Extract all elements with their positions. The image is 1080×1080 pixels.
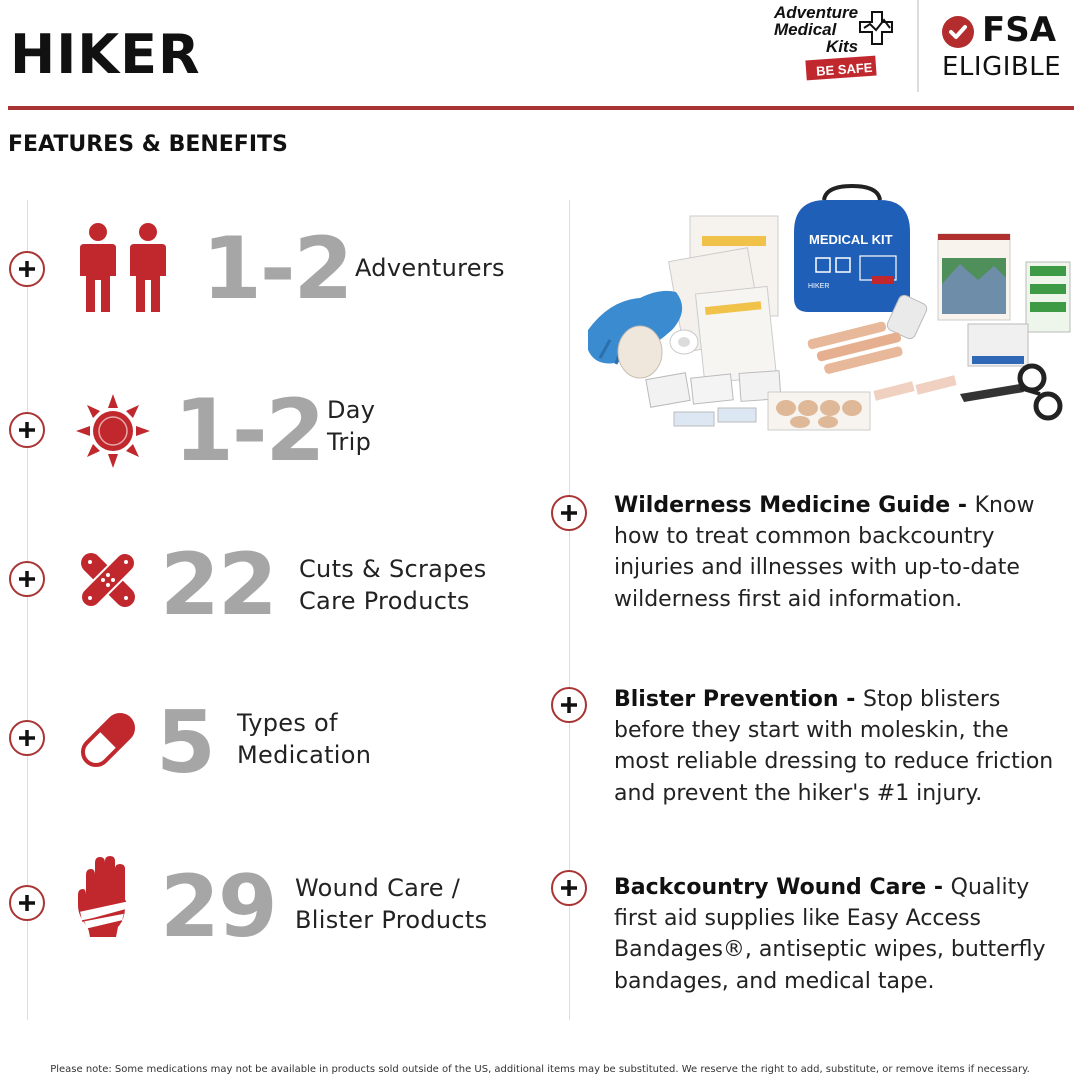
- feature-3-value: 22: [160, 535, 276, 635]
- expand-feature-2-button[interactable]: [9, 412, 45, 448]
- benefit-1-title: Wilderness Medicine Guide -: [614, 493, 975, 518]
- benefit-3-body: Quality first aid supplies like Easy Access Bandages®, antiseptic wipes, butterfly bandages, and medical tape.: [614, 875, 1046, 994]
- feature-2-label: Day Trip: [327, 396, 376, 456]
- benefit-3-text: [614, 872, 1064, 997]
- section-title: FEATURES & BENEFITS: [8, 132, 288, 157]
- benefit-1-text: [614, 490, 1064, 615]
- feature-1-value: 1-2: [202, 219, 352, 319]
- medical-kit-product-image: [580, 180, 1075, 445]
- benefit-2-body: Stop blisters before they start with moleskin, the most reliable dressing to reduce friction and prevent the hiker's #1 injury.: [614, 687, 1054, 806]
- feature-4-label: Types of Medication: [237, 709, 372, 769]
- svg-text:Adventure: Adventure: [774, 3, 859, 22]
- expand-feature-4-button[interactable]: [9, 720, 45, 756]
- people-icon: [76, 222, 174, 318]
- bandage-icon: [76, 548, 140, 616]
- svg-text:Medical: Medical: [774, 20, 837, 39]
- fsa-eligible-label: ELIGIBLE: [942, 52, 1062, 82]
- benefit-1-body: Know how to treat common backcountry injuries and illnesses with up-to-date wilderness first aid information.: [614, 493, 1035, 612]
- benefit-2-title: Blister Prevention -: [614, 687, 863, 712]
- feature-1-label: Adventurers: [355, 254, 505, 282]
- sun-icon: [76, 394, 150, 472]
- plus-icon: [17, 259, 37, 279]
- page-title: HIKER: [10, 23, 201, 86]
- header-divider: [917, 0, 919, 92]
- plus-icon: [559, 878, 579, 898]
- svg-text:Kits: Kits: [826, 37, 859, 56]
- feature-5-value: 29: [160, 857, 276, 957]
- fsa-eligible-badge: [940, 12, 1070, 82]
- plus-icon: [17, 893, 37, 913]
- feature-2-value: 1-2: [174, 381, 324, 481]
- benefit-2-text: [614, 684, 1064, 809]
- fsa-label: FSA: [982, 10, 1057, 50]
- expand-benefit-1-button[interactable]: [551, 495, 587, 531]
- plus-icon: [17, 728, 37, 748]
- svg-text:HIKER: HIKER: [808, 283, 830, 290]
- wrapped-hand-icon: [76, 855, 136, 943]
- expand-feature-5-button[interactable]: [9, 885, 45, 921]
- plus-icon: [17, 420, 37, 440]
- expand-benefit-3-button[interactable]: [551, 870, 587, 906]
- plus-icon: [559, 695, 579, 715]
- pill-icon: [76, 708, 140, 776]
- checkmark-icon: [942, 16, 974, 48]
- svg-text:MEDICAL KIT: MEDICAL KIT: [809, 232, 893, 247]
- feature-4-value: 5: [156, 693, 214, 793]
- adventure-medical-kits-logo: [760, 0, 900, 84]
- plus-icon: [17, 569, 37, 589]
- disclaimer-footnote: Please note: Some medications may not be available in products sold outside of the US, additional items may be substituted. We reserve the right to add, substitute, or remove items if necessary.: [50, 1064, 1030, 1075]
- header-rule: [8, 106, 1074, 110]
- benefit-3-title: Backcountry Wound Care -: [614, 875, 951, 900]
- expand-feature-1-button[interactable]: [9, 251, 45, 287]
- feature-5-label: Wound Care / Blister Products: [295, 874, 488, 934]
- plus-icon: [559, 503, 579, 523]
- svg-text:BE SAFE: BE SAFE: [815, 59, 873, 79]
- expand-benefit-2-button[interactable]: [551, 687, 587, 723]
- expand-feature-3-button[interactable]: [9, 561, 45, 597]
- feature-3-label: Cuts & Scrapes Care Products: [299, 555, 487, 615]
